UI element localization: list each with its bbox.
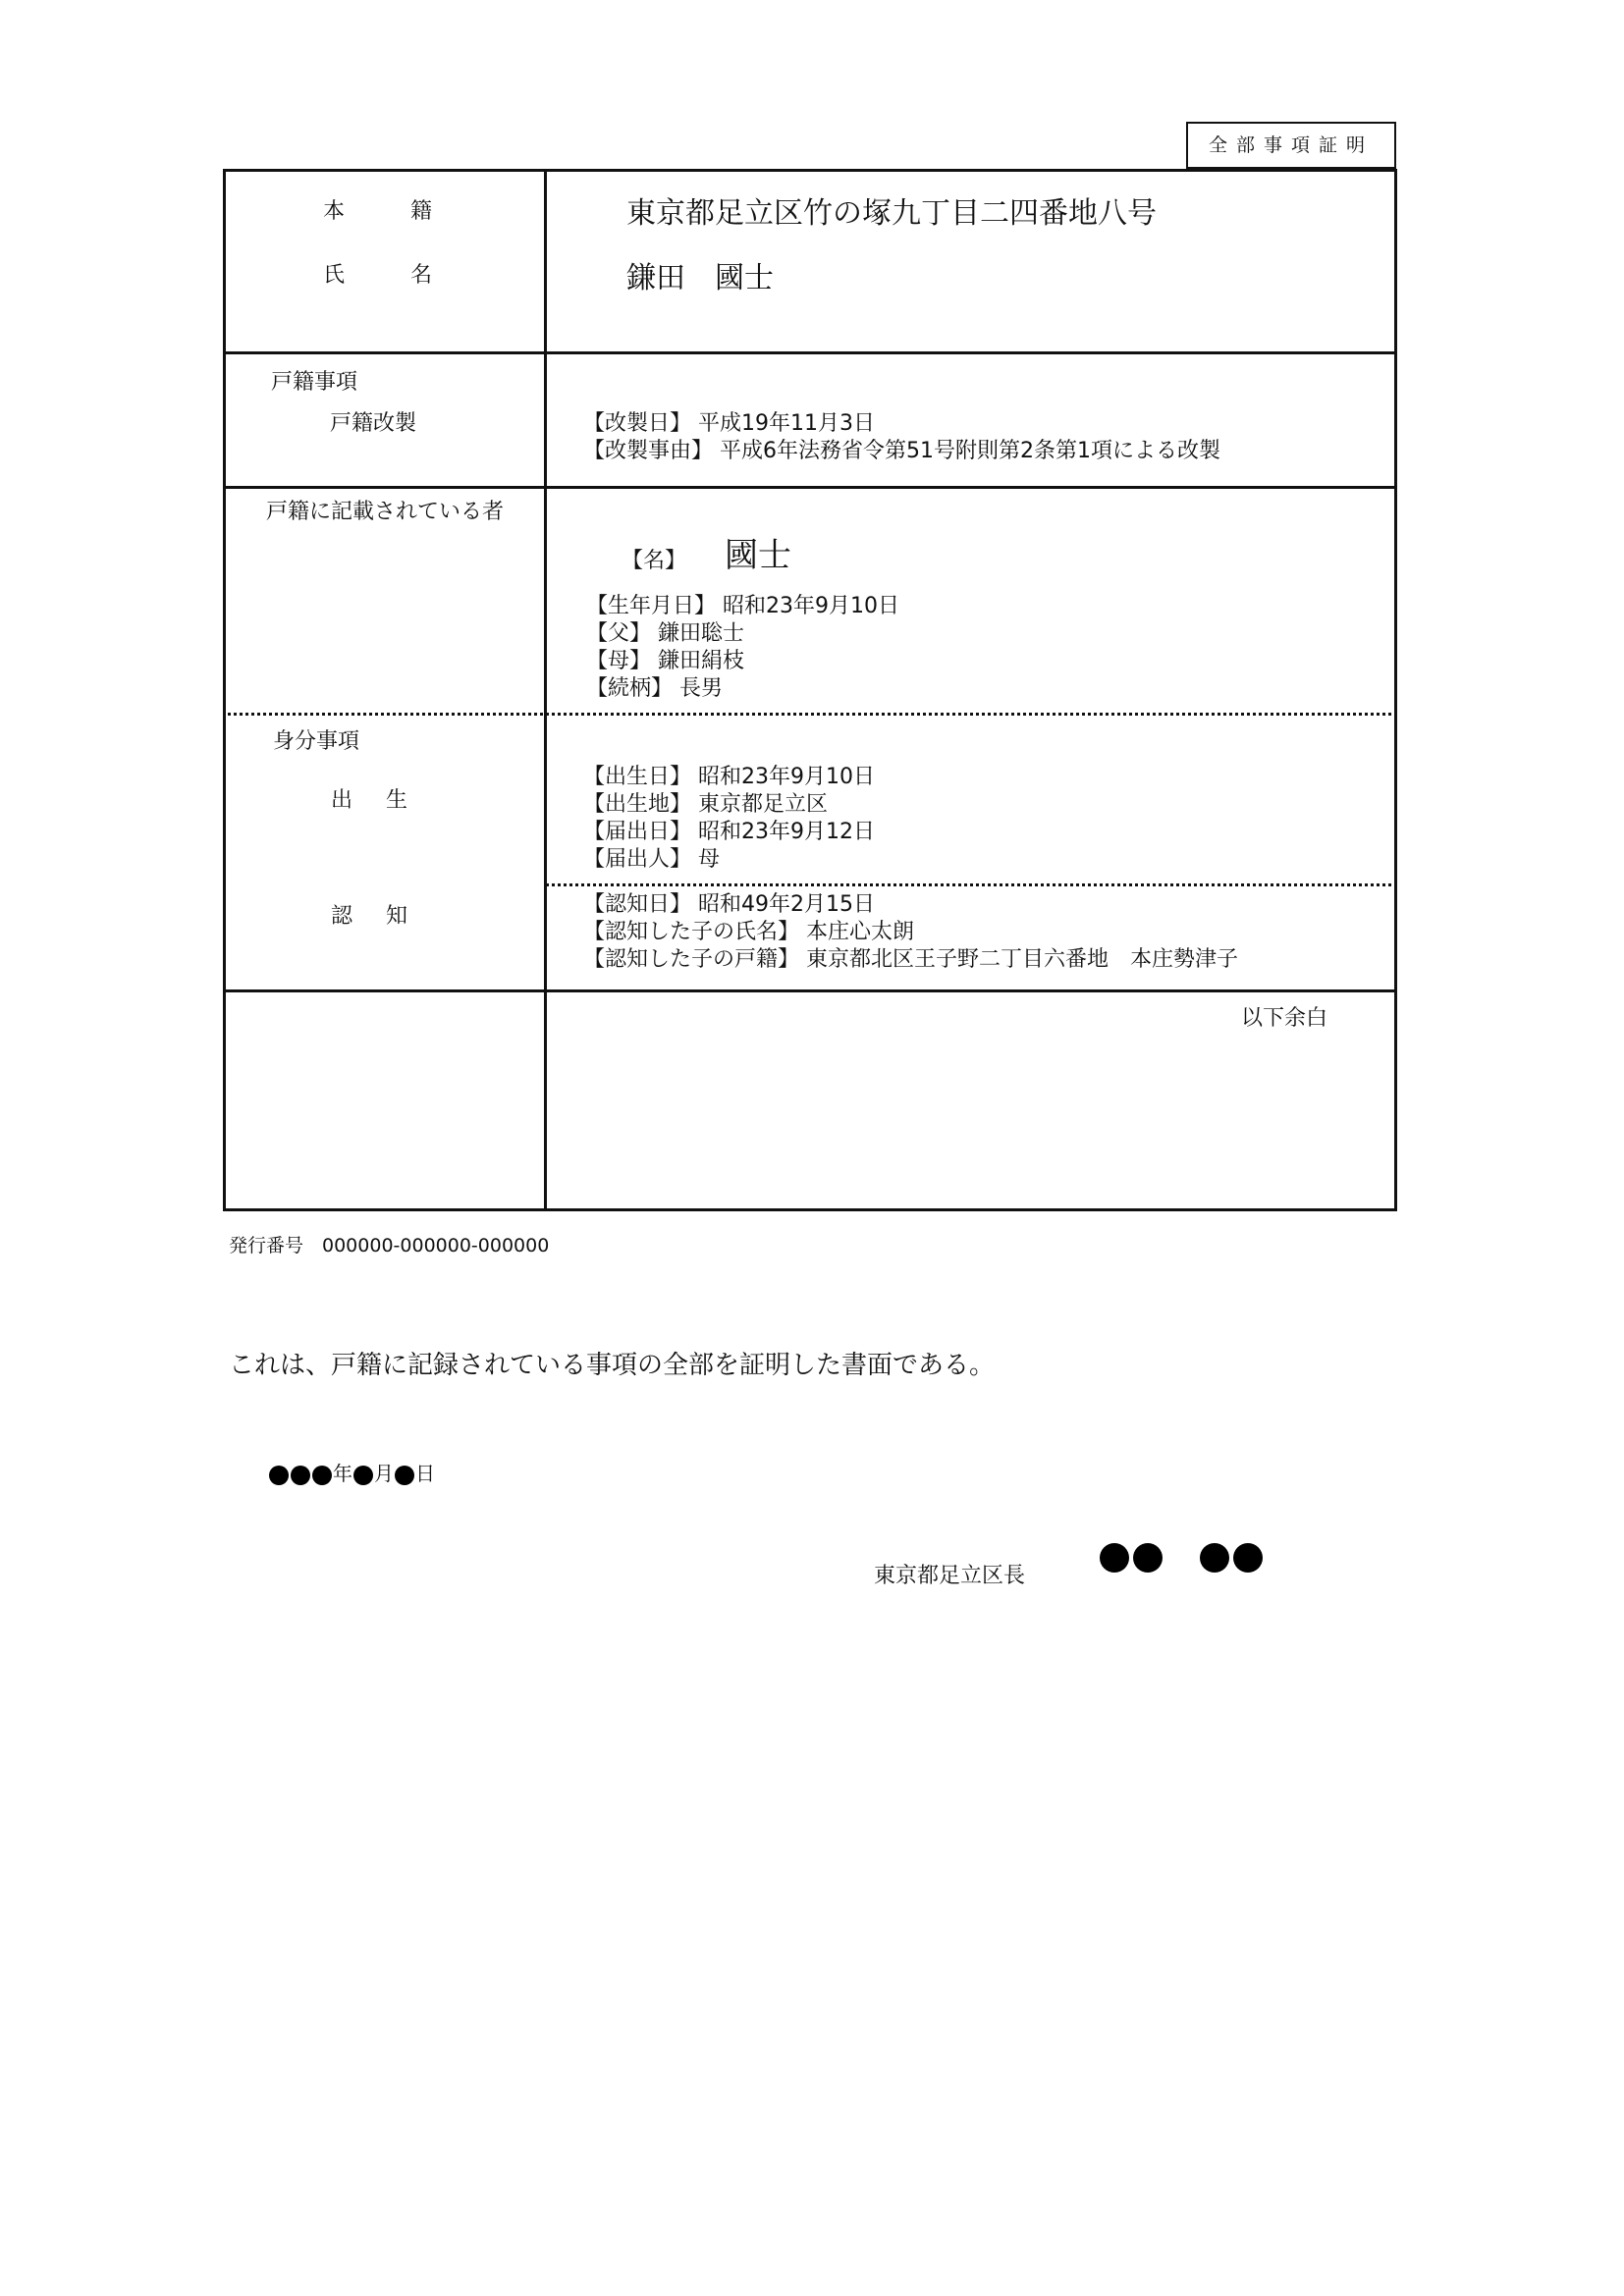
redacted-mark: [1233, 1543, 1263, 1573]
redacted-mark: [291, 1466, 310, 1485]
month-suffix: 月: [374, 1462, 394, 1485]
shimei-label-b: 名: [410, 263, 433, 288]
mibun-jikou-label: 身分事項: [273, 729, 360, 754]
birth-place-line: 【出生地】 東京都足立区: [583, 792, 828, 817]
redacted-mark: [269, 1466, 289, 1485]
issuer-name-redacted-2: [1198, 1543, 1265, 1573]
person-name-key: 【名】: [622, 549, 687, 573]
koseki-jikou-label: 戸籍事項: [271, 370, 358, 395]
birth-date-line: 【出生日】 昭和23年9月10日: [583, 765, 875, 789]
certification-statement: これは、戸籍に記録されている事項の全部を証明した書面である。: [229, 1351, 996, 1380]
ninchi-child-name-line: 【認知した子の氏名】 本庄心太朗: [583, 920, 914, 944]
divider-mibun-jikou: [223, 989, 1397, 992]
koseki-kaisei-label: 戸籍改製: [330, 411, 417, 436]
issuer-title: 東京都足立区長: [874, 1564, 1026, 1588]
birth-filer-line: 【届出人】 母: [583, 847, 720, 872]
redacted-mark: [1200, 1543, 1229, 1573]
ninchi-label-b: 知: [386, 904, 408, 929]
redacted-mark: [395, 1466, 414, 1485]
person-name-value: 國士: [725, 536, 791, 575]
register-frame: [223, 169, 1397, 1211]
birth-label-a: 出: [331, 788, 353, 813]
person-birthdate-line: 【生年月日】 昭和23年9月10日: [586, 594, 899, 618]
shimei-value: 鎌田 國士: [626, 261, 774, 295]
shimei-label-a: 氏: [323, 263, 346, 288]
issue-number: 発行番号 000000-000000-000000: [229, 1235, 550, 1256]
redacted-mark: [353, 1466, 373, 1485]
ika-yohaku: 以下余白: [1241, 1006, 1328, 1031]
divider-koseki-jikou: [223, 486, 1397, 489]
honseki-label-a: 本: [323, 199, 346, 224]
redacted-mark: [1100, 1543, 1129, 1573]
issuer-name-redacted: [1098, 1543, 1164, 1573]
ninchi-label-a: 認: [331, 904, 353, 929]
redacted-mark: [312, 1466, 332, 1485]
person-father-line: 【父】 鎌田聡士: [586, 621, 744, 646]
certificate-type-badge: 全部事項証明: [1186, 122, 1396, 169]
person-section-label: 戸籍に記載されている者: [266, 500, 505, 524]
person-relationship-line: 【続柄】 長男: [586, 676, 723, 701]
divider-header: [223, 351, 1397, 354]
honseki-label-b: 籍: [410, 199, 433, 224]
redacted-mark: [1133, 1543, 1163, 1573]
honseki-value: 東京都足立区竹の塚九丁目二四番地八号: [626, 196, 1157, 231]
day-suffix: 日: [415, 1462, 435, 1485]
ninchi-child-koseki-line: 【認知した子の戸籍】 東京都北区王子野二丁目六番地 本庄勢津子: [583, 947, 1238, 972]
kaisei-reason-line: 【改製事由】 平成6年法務省令第51号附則第2条第1項による改製: [583, 439, 1220, 463]
birth-label-b: 生: [386, 788, 408, 813]
kaisei-date-line: 【改製日】 平成19年11月3日: [583, 411, 875, 436]
ninchi-date-line: 【認知日】 昭和49年2月15日: [583, 892, 875, 917]
birth-filed-date-line: 【届出日】 昭和23年9月12日: [583, 820, 875, 844]
year-suffix: 年: [333, 1462, 352, 1485]
divider-person-dotted: [223, 713, 1397, 716]
issue-date: [268, 1458, 435, 1486]
person-mother-line: 【母】 鎌田絹枝: [586, 649, 744, 673]
divider-ninchi-dotted: [546, 883, 1397, 886]
column-divider: [544, 169, 547, 1211]
